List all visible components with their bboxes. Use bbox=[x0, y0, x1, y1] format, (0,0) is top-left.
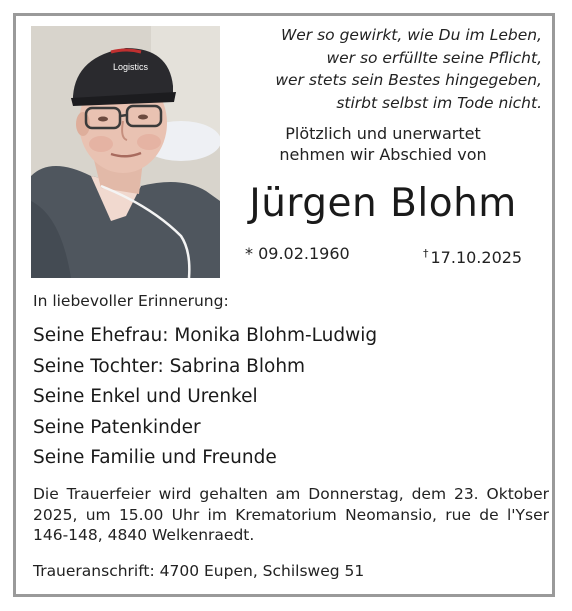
announcement-intro bbox=[224, 123, 542, 165]
death-date: 17.10.2025 bbox=[430, 248, 523, 267]
funeral-details: Die Trauerfeier wird gehalten am Donnerstag, dem 23. Oktober 2025, um 15.00 Uhr im Krematorium Neomansio, rue de l'Yser 146-148, 4840 Welkenraedt. bbox=[33, 485, 549, 544]
memorial-poem bbox=[222, 24, 542, 114]
mourner-item: Seine Patenkinder bbox=[33, 416, 201, 438]
obituary-notice bbox=[13, 13, 555, 597]
mourners-list bbox=[33, 321, 377, 474]
mourning-address: Traueranschrift: 4700 Eupen, Schilsweg 51 bbox=[33, 562, 365, 580]
poem-line: stirbt selbst im Tode nicht. bbox=[336, 93, 542, 112]
intro-line: nehmen wir Abschied von bbox=[279, 145, 487, 164]
mourner-item: Seine Familie und Freunde bbox=[33, 447, 277, 468]
death-cross-icon: † bbox=[423, 247, 429, 260]
birth-date: * 09.02.1960 bbox=[245, 244, 350, 263]
death-date-container bbox=[423, 244, 522, 268]
poem-line: Wer so gewirkt, wie Du im Leben, bbox=[280, 26, 542, 44]
poem-line: wer so erfüllte seine Pflicht, bbox=[326, 48, 542, 67]
mourner-item: Seine Ehefrau: Monika Blohm-Ludwig bbox=[33, 325, 378, 346]
deceased-name: Jürgen Blohm bbox=[249, 181, 517, 226]
poem-line: wer stets sein Bestes hingegeben, bbox=[275, 71, 542, 89]
cap-logo-text: Logistics bbox=[113, 62, 149, 72]
intro-line: Plötzlich und unerwartet bbox=[285, 124, 481, 143]
mourner-item: Seine Enkel und Urenkel bbox=[33, 386, 258, 407]
portrait-photo bbox=[31, 26, 220, 278]
mourner-item: Seine Tochter: Sabrina Blohm bbox=[33, 355, 306, 377]
memory-heading: In liebevoller Erinnerung: bbox=[33, 292, 229, 310]
